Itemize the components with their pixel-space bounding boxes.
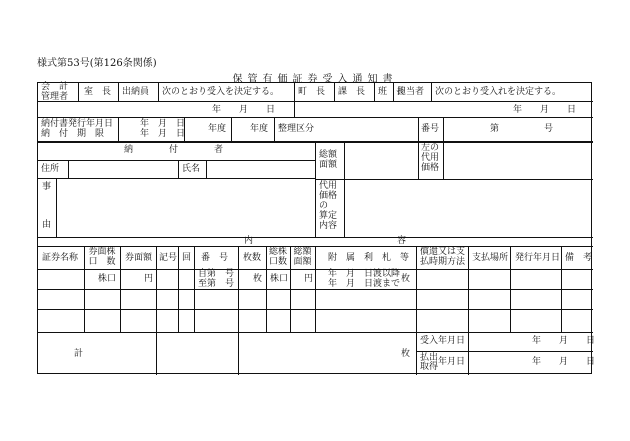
label-decision-date: 年 月 日 xyxy=(212,105,276,115)
vline xyxy=(344,141,345,237)
row-sheet-unit: 枚 xyxy=(253,274,263,284)
row-units-2: 株口 xyxy=(270,274,289,284)
label-payment-deadline: 納 付 期 限 xyxy=(41,129,105,139)
vline xyxy=(468,332,469,375)
label-decision: 次のとおり受入を決定する。 xyxy=(162,87,280,97)
vline xyxy=(416,246,417,332)
label-face-value-total: 総額 面額 xyxy=(319,150,338,170)
col-unit-count: 券面株 口 数 xyxy=(88,247,116,267)
label-withdrawal-ymd: 年 月 日 xyxy=(532,357,596,367)
label-details-section: 内 容 xyxy=(244,236,407,246)
label-substitute-details: 代用 価格 の 算定 内容 xyxy=(319,181,338,231)
vline xyxy=(194,246,195,332)
vline xyxy=(418,117,419,141)
vline xyxy=(374,83,375,101)
vline xyxy=(118,83,119,101)
form-frame xyxy=(37,82,596,374)
vline xyxy=(118,117,119,141)
label-town-chief: 町 長 xyxy=(298,87,326,97)
vline xyxy=(468,246,469,332)
vline xyxy=(334,83,335,101)
col-sheets: 枚数 xyxy=(243,253,262,263)
row-coupon-to: 年 月 日渡まで xyxy=(328,279,401,289)
label-payer: 納 付 者 xyxy=(124,145,224,155)
vline xyxy=(120,246,121,332)
rule-totals-mid xyxy=(416,351,593,352)
vline xyxy=(156,332,157,375)
col-coupon: 附 属 利 札 等 xyxy=(328,253,410,263)
label-decided-date: 年 月 日 xyxy=(513,105,577,115)
label-withdrawal-top: 払出 xyxy=(420,353,439,363)
label-received-ymd: 年 月 日 xyxy=(532,336,596,346)
col-remarks: 備 考 xyxy=(565,253,593,263)
label-division-chief: 課 長 xyxy=(338,87,366,97)
label-notice-issue-date: 納付書発行年月日 xyxy=(41,119,114,129)
label-received-date: 受入年月日 xyxy=(420,336,466,346)
row-coupon-sheet: 枚 xyxy=(401,274,411,284)
rule-substitute xyxy=(315,179,593,180)
label-withdrawal-bottom: 取得 xyxy=(420,362,439,372)
label-person-in-charge: 担当者 xyxy=(397,87,425,97)
rule-approval-bottom xyxy=(38,117,593,118)
col-issue-date: 発行年月日 xyxy=(515,253,561,263)
vline xyxy=(158,83,159,101)
col-face-value: 券面額 xyxy=(125,253,153,263)
vline xyxy=(418,141,419,179)
vline xyxy=(78,83,79,101)
col-payment-place: 支払場所 xyxy=(472,253,509,263)
rule-details-row3 xyxy=(38,332,593,333)
label-reference-category: 整理区分 xyxy=(278,124,315,134)
label-number: 番号 xyxy=(421,124,440,134)
label-substitute-price: 左の 代用 価格 xyxy=(421,143,440,173)
label-fiscal-year-2: 年度 xyxy=(250,124,269,134)
label-accounting-manager: 会 計 管理者 xyxy=(41,82,69,102)
label-decided: 次のとおり受入れを決定する。 xyxy=(435,87,562,97)
vline xyxy=(561,246,562,332)
col-round: 回 xyxy=(182,253,192,263)
vline xyxy=(231,117,232,141)
row-units: 株口 xyxy=(98,274,117,284)
vline xyxy=(315,141,316,237)
rule-address xyxy=(38,178,315,179)
label-reason-bottom: 由 xyxy=(42,220,52,230)
col-number: 番 号 xyxy=(201,253,229,263)
vline xyxy=(443,141,444,179)
col-total-units: 総株 口数 xyxy=(268,247,287,267)
col-total-face: 総額 面額 xyxy=(293,247,312,267)
vline xyxy=(238,246,239,332)
vline xyxy=(156,246,157,332)
row-to-no: 至第 号 xyxy=(198,279,235,289)
col-redemption: 償還又は支 払時期方法 xyxy=(420,247,466,267)
label-cashier: 出納員 xyxy=(122,87,150,97)
label-section-chief: 室 長 xyxy=(84,87,112,97)
row-coupon-from: 年 月 日渡以降 xyxy=(328,269,401,279)
label-total-sheets: 枚 xyxy=(401,349,411,359)
vline xyxy=(294,83,295,117)
rule-approval-mid xyxy=(38,101,593,102)
label-issue-ymd: 年 月 日 xyxy=(140,119,186,129)
form-title: 保管有価証券受入通知書 xyxy=(232,74,398,85)
vline xyxy=(274,117,275,141)
label-fiscal-year: 年度 xyxy=(208,124,227,134)
vline xyxy=(206,160,207,178)
vline xyxy=(443,117,444,141)
vline xyxy=(178,160,179,178)
vline xyxy=(56,178,57,237)
vline xyxy=(238,332,239,375)
label-group-chief: 班 長 xyxy=(378,87,406,97)
col-symbol: 記号 xyxy=(159,253,178,263)
vline xyxy=(510,246,511,332)
vline xyxy=(178,246,179,332)
vline xyxy=(68,160,69,178)
label-deadline-ymd: 年 月 日 xyxy=(140,129,186,139)
label-total: 計 xyxy=(74,349,84,359)
row-yen-2: 円 xyxy=(304,274,314,284)
row-from-no: 自第 号 xyxy=(198,269,235,279)
label-withdrawal-date: 年月日 xyxy=(438,357,466,367)
vline xyxy=(431,83,432,101)
label-reason-top: 事 xyxy=(42,182,52,192)
vline xyxy=(416,332,417,375)
label-address: 住所 xyxy=(41,164,60,174)
col-security-name: 証券名称 xyxy=(42,253,79,263)
form-number: 様式第53号(第126条関係) xyxy=(37,58,157,69)
label-number-value: 第 号 xyxy=(490,124,554,134)
rule-payer-label xyxy=(38,160,315,161)
label-name: 氏名 xyxy=(182,164,201,174)
row-yen: 円 xyxy=(144,274,154,284)
vline xyxy=(315,246,316,332)
